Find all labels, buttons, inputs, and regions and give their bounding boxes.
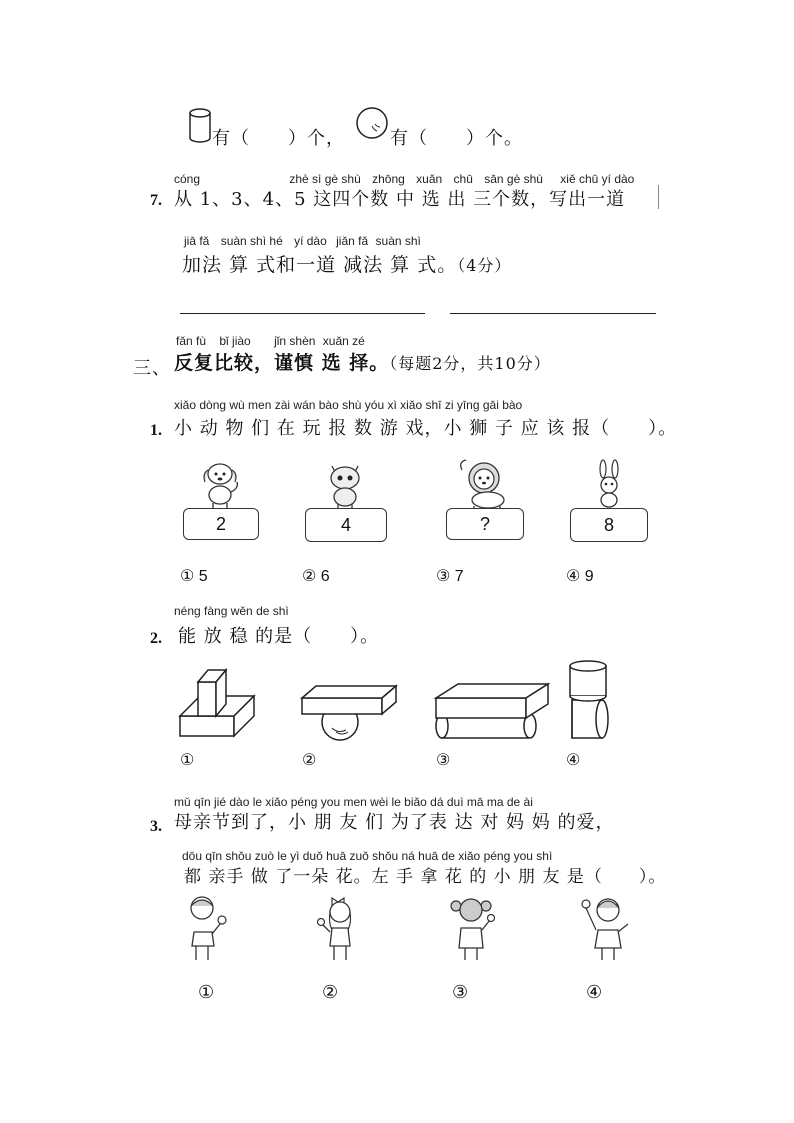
q7-answer-line-subtraction[interactable] (450, 313, 656, 314)
lion-icon (456, 458, 516, 512)
cylinder-count-text: 有（ ）个， (212, 128, 345, 149)
q7-answer-line-addition[interactable] (180, 313, 425, 314)
q2-option-2[interactable]: ② (302, 752, 317, 769)
girl-flower-right-hand-icon (180, 892, 230, 964)
section3-heading (174, 348, 551, 375)
shape-stack-box-on-box-icon (180, 660, 256, 738)
rabbit-icon (592, 460, 626, 510)
q2-text: 能 放 稳 的是（ ）。 (178, 626, 380, 647)
q7-line-1: 从 1、3、4、5 这四个数 中 选 出 三个数，写出一道 (174, 189, 626, 210)
girl-back-view-icon (446, 892, 498, 964)
q3-line-2: 都 亲手 做 了一朵 花。左 手 拿 花 的 小 朋 友 是（ ）。 (184, 867, 667, 887)
section3-title: 反复比较，谨慎 选 择。 (174, 352, 390, 374)
number-box-cat: 4 (305, 508, 387, 542)
dog-icon (196, 458, 246, 510)
section3-points: （每题2分，共10分） (389, 354, 551, 373)
q2-number: 2. (150, 630, 162, 647)
sphere-count-text: 有（ ）个。 (390, 128, 523, 149)
number-box-rabbit: 8 (570, 508, 648, 542)
shape-box-on-cylinder-icon (436, 680, 552, 744)
q1-number: 1. (150, 422, 162, 439)
q3-pinyin-2: dōu qīn shǒu zuò le yì duǒ huā zuǒ shǒu ná huā de xiǎo péng you shì (182, 849, 553, 863)
number-box-dog: 2 (183, 508, 259, 540)
section3-label: 三、 (133, 358, 171, 379)
q7-pinyin-2: jiā fǎ suàn shì hé yí dào jiǎn fǎ suàn shì (184, 234, 421, 248)
shape-cylinder-on-cylinder-icon (568, 660, 610, 742)
q3-option-3[interactable]: ③ (452, 982, 469, 1002)
q2-pinyin: néng fàng wěn de shì (174, 604, 289, 618)
q3-option-4[interactable]: ④ (586, 982, 603, 1002)
girl-flower-left-hand-icon (578, 892, 634, 964)
q7-line-2: 加法 算 式和一道 减法 算 式。（4分） (182, 254, 512, 276)
section3-pinyin: fǎn fù bǐ jiào jǐn shèn xuǎn zé (176, 334, 365, 348)
q2-option-4[interactable]: ④ (566, 752, 581, 769)
q1-option-1[interactable]: ① 5 (180, 568, 208, 585)
q7-number: 7. (150, 192, 162, 209)
sphere-icon (355, 106, 389, 140)
q2-option-3[interactable]: ③ (436, 752, 451, 769)
q1-option-2[interactable]: ② 6 (302, 568, 330, 585)
girl-bow-flower-icon (316, 892, 364, 964)
q7-pinyin-1: cóng zhè sì gè shù zhōng xuǎn chū sān gè shù xiě chū yí dào (174, 172, 635, 186)
q1-pinyin: xiǎo dòng wù men zài wán bào shù yóu xì xiǎo shī zi yīng gāi bào (174, 398, 523, 412)
cylinder-icon (188, 108, 212, 144)
q3-pinyin-1: mǔ qīn jié dào le xiǎo péng you men wèi le biǎo dá duì mā ma de ài (174, 795, 533, 809)
number-box-lion: ? (446, 508, 524, 540)
q3-number: 3. (150, 818, 162, 835)
q1-text: 小 动 物 们 在 玩 报 数 游 戏，小 狮 子 应 该 报（ ）。 (174, 418, 678, 439)
shape-box-on-ball-icon (302, 682, 398, 742)
q1-option-3[interactable]: ③ 7 (436, 568, 464, 585)
q3-line-1: 母亲节到了，小 朋 友 们 为了表 达 对 妈 妈 的爱， (174, 812, 615, 833)
q3-option-2[interactable]: ② (322, 982, 339, 1002)
q7-points: （4分） (457, 256, 512, 275)
cat-icon (322, 458, 368, 510)
q2-option-1[interactable]: ① (180, 752, 195, 769)
q3-option-1[interactable]: ① (198, 982, 215, 1002)
q1-option-4[interactable]: ④ 9 (566, 568, 594, 585)
